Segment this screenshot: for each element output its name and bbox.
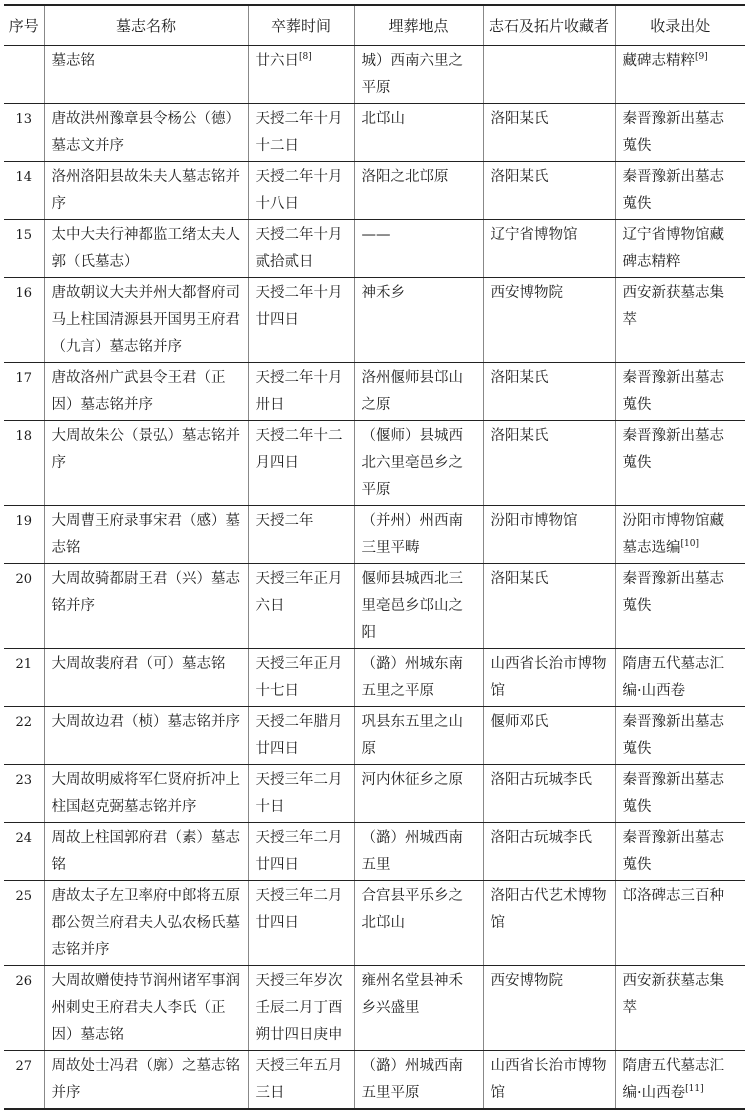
table-row xyxy=(4,46,745,104)
burial-date-text: 廿六日 xyxy=(255,53,299,69)
row-index-cell xyxy=(4,363,44,421)
row-index-cell xyxy=(4,104,44,162)
burial-place-text: 河内休征乡之原 xyxy=(361,772,463,788)
burial-place-text: 洛阳之北邙原 xyxy=(361,169,449,185)
source-text: 秦晋豫新出墓志蒐佚 xyxy=(622,370,724,413)
source-text: 邙洛碑志三百种 xyxy=(622,888,724,904)
table-row xyxy=(4,506,745,564)
collector-text: 洛阳古代艺术博物馆 xyxy=(490,888,607,931)
burial-place-cell xyxy=(354,707,483,765)
table-row xyxy=(4,564,745,649)
source-cell xyxy=(615,765,745,823)
epitaph-name-cell xyxy=(44,649,248,707)
burial-place-text: 巩县东五里之山原 xyxy=(361,714,463,757)
burial-date-cell xyxy=(248,823,354,881)
header-burial-date: 卒葬时间 xyxy=(248,5,354,46)
header-row xyxy=(4,5,745,46)
row-index-text: 24 xyxy=(15,831,33,846)
burial-place-text: —— xyxy=(361,227,391,243)
burial-date-text: 天授二年 xyxy=(255,513,314,529)
row-index-cell xyxy=(4,220,44,278)
epitaph-name-text: 大周故朱公（景弘）墓志铭并序 xyxy=(51,428,240,471)
epitaph-name-text: 大周故赠使持节润州诸军事润州刺史王府君夫人李氏（正因）墓志铭 xyxy=(51,973,240,1043)
burial-place-cell xyxy=(354,421,483,506)
source-cell xyxy=(615,46,745,104)
epitaph-name-text: 大周曹王府录事宋君（感）墓志铭 xyxy=(51,513,240,556)
collector-text: 洛阳某氏 xyxy=(490,169,549,185)
table-row xyxy=(4,649,745,707)
row-index-cell xyxy=(4,649,44,707)
row-index-cell xyxy=(4,823,44,881)
header-burial-place: 埋葬地点 xyxy=(354,5,483,46)
burial-date-text: 天授三年正月六日 xyxy=(255,571,343,614)
burial-place-text: （潞）州城西南五里 xyxy=(361,830,463,873)
table-row xyxy=(4,765,745,823)
footnote-ref: [11] xyxy=(685,1084,704,1094)
source-text: 辽宁省博物馆藏碑志精粹 xyxy=(622,227,724,270)
epitaph-name-text: 周故上柱国郭府君（素）墓志铭 xyxy=(51,830,240,873)
row-index-text: 21 xyxy=(15,657,33,672)
row-index-text: 16 xyxy=(15,286,33,301)
source-cell xyxy=(615,707,745,765)
source-cell xyxy=(615,649,745,707)
row-index-text: 23 xyxy=(15,773,33,788)
burial-place-text: （并州）州西南三里平畴 xyxy=(361,513,463,556)
table-row xyxy=(4,881,745,966)
collector-text: 洛阳某氏 xyxy=(490,571,549,587)
source-cell xyxy=(615,421,745,506)
collector-cell xyxy=(483,46,615,104)
collector-cell xyxy=(483,220,615,278)
burial-date-cell xyxy=(248,765,354,823)
collector-cell xyxy=(483,363,615,421)
collector-cell xyxy=(483,278,615,363)
burial-date-text: 天授三年二月廿四日 xyxy=(255,830,343,873)
footnote-ref: [10] xyxy=(680,539,699,549)
row-index-text: 22 xyxy=(15,715,33,730)
burial-date-cell xyxy=(248,278,354,363)
burial-date-cell xyxy=(248,506,354,564)
source-text: 秦晋豫新出墓志蒐佚 xyxy=(622,772,724,815)
burial-date-text: 天授二年十月十八日 xyxy=(255,169,343,212)
source-cell xyxy=(615,1051,745,1110)
burial-place-cell xyxy=(354,823,483,881)
burial-date-text: 天授二年十月卅日 xyxy=(255,370,343,413)
source-cell xyxy=(615,104,745,162)
burial-date-text: 天授二年十二月四日 xyxy=(255,428,343,471)
burial-date-text: 天授三年二月十日 xyxy=(255,772,343,815)
header-source: 收录出处 xyxy=(615,5,745,46)
collector-text: 洛阳古玩城李氏 xyxy=(490,830,592,846)
burial-place-text: 洛州偃师县邙山之原 xyxy=(361,370,463,413)
epitaph-table xyxy=(4,4,745,1110)
row-index-text: 13 xyxy=(15,112,33,127)
burial-place-cell xyxy=(354,564,483,649)
burial-place-text: 城）西南六里之平原 xyxy=(361,53,463,96)
burial-place-cell xyxy=(354,46,483,104)
source-cell xyxy=(615,881,745,966)
epitaph-name-text: 唐故洛州广武县令王君（正因）墓志铭并序 xyxy=(51,370,226,413)
burial-place-text: 神禾乡 xyxy=(361,285,405,301)
epitaph-name-cell xyxy=(44,220,248,278)
burial-place-cell xyxy=(354,363,483,421)
source-text: 秦晋豫新出墓志蒐佚 xyxy=(622,111,724,154)
burial-date-cell xyxy=(248,649,354,707)
burial-date-cell xyxy=(248,421,354,506)
row-index-cell xyxy=(4,881,44,966)
epitaph-name-text: 大周故明威将军仁贤府折冲上柱国赵克弼墓志铭并序 xyxy=(51,772,240,815)
source-text: 隋唐五代墓志汇编·山西卷 xyxy=(622,656,724,699)
burial-place-cell xyxy=(354,966,483,1051)
burial-date-cell xyxy=(248,966,354,1051)
source-text: 隋唐五代墓志汇编·山西卷 xyxy=(622,1058,724,1101)
row-index-text: 19 xyxy=(15,514,33,529)
collector-text: 洛阳某氏 xyxy=(490,370,549,386)
burial-date-cell xyxy=(248,162,354,220)
table-row xyxy=(4,966,745,1051)
collector-cell xyxy=(483,104,615,162)
burial-date-text: 天授三年岁次壬辰二月丁酉朔廿四日庚申 xyxy=(255,973,343,1043)
row-index-text: 18 xyxy=(15,429,33,444)
epitaph-name-text: 墓志铭 xyxy=(51,53,95,69)
collector-text: 辽宁省博物馆 xyxy=(490,227,578,243)
source-text: 藏碑志精粹 xyxy=(622,53,695,69)
header-epitaph-name: 墓志名称 xyxy=(44,5,248,46)
epitaph-name-text: 唐故太子左卫率府中郎将五原郡公贺兰府君夫人弘农杨氏墓志铭并序 xyxy=(51,888,240,958)
epitaph-name-cell xyxy=(44,421,248,506)
epitaph-name-cell xyxy=(44,162,248,220)
epitaph-name-cell xyxy=(44,1051,248,1110)
collector-text: 山西省长治市博物馆 xyxy=(490,1058,607,1101)
source-cell xyxy=(615,278,745,363)
epitaph-name-text: 洛州洛阳县故朱夫人墓志铭并序 xyxy=(51,169,240,212)
table-row xyxy=(4,421,745,506)
source-cell xyxy=(615,220,745,278)
epitaph-name-cell xyxy=(44,881,248,966)
burial-date-cell xyxy=(248,104,354,162)
burial-date-text: 天授二年腊月廿四日 xyxy=(255,714,343,757)
table-row xyxy=(4,162,745,220)
source-cell xyxy=(615,162,745,220)
burial-place-text: 偃师县城西北三里亳邑乡邙山之阳 xyxy=(361,571,463,641)
collector-cell xyxy=(483,506,615,564)
collector-text: 山西省长治市博物馆 xyxy=(490,656,607,699)
burial-place-cell xyxy=(354,1051,483,1110)
source-text: 秦晋豫新出墓志蒐佚 xyxy=(622,571,724,614)
collector-cell xyxy=(483,823,615,881)
source-text: 秦晋豫新出墓志蒐佚 xyxy=(622,428,724,471)
collector-cell xyxy=(483,966,615,1051)
table-row xyxy=(4,823,745,881)
collector-text: 偃师邓氏 xyxy=(490,714,549,730)
epitaph-name-cell xyxy=(44,363,248,421)
collector-text: 洛阳某氏 xyxy=(490,428,549,444)
epitaph-name-text: 周故处士冯君（廓）之墓志铭并序 xyxy=(51,1058,240,1101)
burial-date-text: 天授三年正月十七日 xyxy=(255,656,343,699)
epitaph-name-text: 唐故洪州豫章县令杨公（德）墓志文并序 xyxy=(51,111,240,154)
collector-cell xyxy=(483,707,615,765)
burial-date-text: 天授二年十月廿四日 xyxy=(255,285,343,328)
burial-place-text: （潞）州城东南五里之平原 xyxy=(361,656,463,699)
burial-place-text: （偃师）县城西北六里亳邑乡之平原 xyxy=(361,428,463,498)
epitaph-name-cell xyxy=(44,506,248,564)
burial-place-cell xyxy=(354,765,483,823)
burial-place-cell xyxy=(354,104,483,162)
epitaph-name-cell xyxy=(44,46,248,104)
source-text: 西安新获墓志集萃 xyxy=(622,285,724,328)
burial-date-text: 天授三年二月廿四日 xyxy=(255,888,343,931)
row-index-text: 27 xyxy=(15,1059,33,1074)
table-row xyxy=(4,220,745,278)
burial-date-cell xyxy=(248,707,354,765)
epitaph-name-cell xyxy=(44,104,248,162)
burial-place-text: 合宫县平乐乡之北邙山 xyxy=(361,888,463,931)
collector-cell xyxy=(483,421,615,506)
collector-cell xyxy=(483,1051,615,1110)
epitaph-name-cell xyxy=(44,823,248,881)
epitaph-name-cell xyxy=(44,707,248,765)
table-row xyxy=(4,363,745,421)
source-text: 西安新获墓志集萃 xyxy=(622,973,724,1016)
row-index-cell xyxy=(4,46,44,104)
collector-cell xyxy=(483,649,615,707)
epitaph-name-cell xyxy=(44,278,248,363)
epitaph-name-text: 唐故朝议大夫并州大都督府司马上柱国清源县开国男王府君（九言）墓志铭并序 xyxy=(51,285,240,355)
collector-text: 西安博物院 xyxy=(490,285,563,301)
row-index-cell xyxy=(4,966,44,1051)
collector-text: 洛阳某氏 xyxy=(490,111,549,127)
burial-date-cell xyxy=(248,363,354,421)
burial-date-text: 天授二年十月贰拾贰日 xyxy=(255,227,343,270)
epitaph-name-text: 太中大夫行神都监工绪太夫人郭（氏墓志） xyxy=(51,227,240,270)
source-cell xyxy=(615,506,745,564)
burial-place-text: （潞）州城西南五里平原 xyxy=(361,1058,463,1101)
row-index-cell xyxy=(4,707,44,765)
header-index: 序号 xyxy=(4,5,44,46)
row-index-text: 25 xyxy=(15,889,33,904)
burial-place-text: 北邙山 xyxy=(361,111,405,127)
table-row xyxy=(4,104,745,162)
epitaph-name-cell xyxy=(44,966,248,1051)
burial-place-cell xyxy=(354,162,483,220)
collector-cell xyxy=(483,162,615,220)
row-index-text: 14 xyxy=(15,170,33,185)
epitaph-name-text: 大周故骑都尉王君（兴）墓志铭并序 xyxy=(51,571,240,614)
burial-place-cell xyxy=(354,220,483,278)
epitaph-name-text: 大周故边君（桢）墓志铭并序 xyxy=(51,714,240,730)
epitaph-name-cell xyxy=(44,765,248,823)
burial-place-cell xyxy=(354,506,483,564)
burial-place-cell xyxy=(354,649,483,707)
row-index-cell xyxy=(4,1051,44,1110)
burial-place-text: 雍州名堂县神禾乡兴盛里 xyxy=(361,973,463,1016)
table-row xyxy=(4,707,745,765)
table-row xyxy=(4,1051,745,1110)
burial-date-text: 天授二年十月十二日 xyxy=(255,111,343,154)
source-cell xyxy=(615,363,745,421)
footnote-ref: [9] xyxy=(695,52,708,62)
collector-cell xyxy=(483,881,615,966)
row-index-text: 26 xyxy=(15,974,33,989)
source-cell xyxy=(615,823,745,881)
burial-place-cell xyxy=(354,278,483,363)
source-text: 汾阳市博物馆藏墓志选编 xyxy=(622,513,724,556)
source-cell xyxy=(615,564,745,649)
source-text: 秦晋豫新出墓志蒐佚 xyxy=(622,169,724,212)
row-index-cell xyxy=(4,421,44,506)
collector-cell xyxy=(483,564,615,649)
footnote-ref: [8] xyxy=(299,52,312,62)
source-cell xyxy=(615,966,745,1051)
epitaph-name-cell xyxy=(44,564,248,649)
burial-date-cell xyxy=(248,881,354,966)
row-index-cell xyxy=(4,278,44,363)
header-collector: 志石及拓片收藏者 xyxy=(483,5,615,46)
row-index-text: 20 xyxy=(15,572,33,587)
row-index-cell xyxy=(4,162,44,220)
burial-date-cell xyxy=(248,220,354,278)
collector-cell xyxy=(483,765,615,823)
collector-text: 西安博物院 xyxy=(490,973,563,989)
burial-date-cell xyxy=(248,564,354,649)
row-index-text: 15 xyxy=(15,228,33,243)
collector-text: 汾阳市博物馆 xyxy=(490,513,578,529)
row-index-cell xyxy=(4,564,44,649)
row-index-cell xyxy=(4,506,44,564)
row-index-text: 17 xyxy=(15,371,33,386)
burial-date-cell xyxy=(248,46,354,104)
source-text: 秦晋豫新出墓志蒐佚 xyxy=(622,830,724,873)
burial-date-cell xyxy=(248,1051,354,1110)
epitaph-name-text: 大周故裴府君（可）墓志铭 xyxy=(51,656,226,672)
burial-date-text: 天授三年五月三日 xyxy=(255,1058,343,1101)
table-row xyxy=(4,278,745,363)
row-index-cell xyxy=(4,765,44,823)
source-text: 秦晋豫新出墓志蒐佚 xyxy=(622,714,724,757)
collector-text: 洛阳古玩城李氏 xyxy=(490,772,592,788)
burial-place-cell xyxy=(354,881,483,966)
